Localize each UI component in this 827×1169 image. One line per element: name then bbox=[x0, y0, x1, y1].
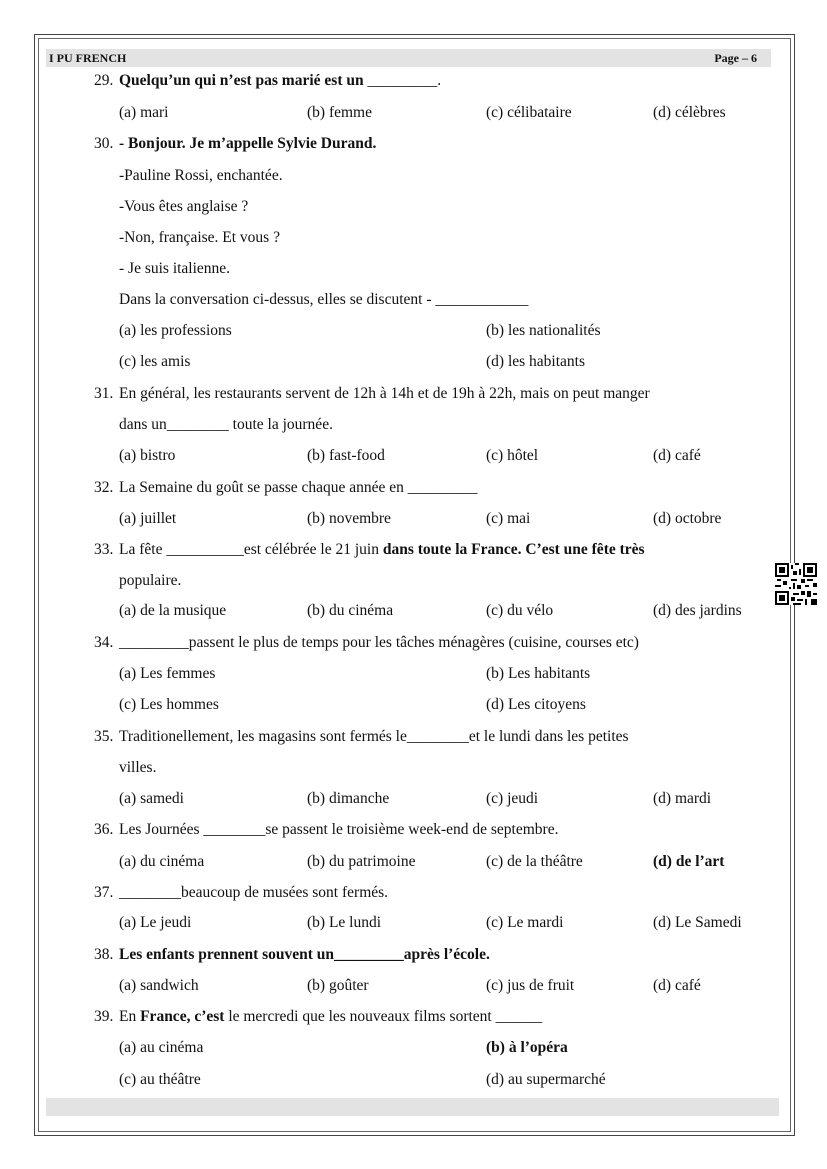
option-a: (a) au cinéma bbox=[119, 1039, 204, 1056]
option-b: (b) novembre bbox=[307, 510, 391, 527]
question-text-post: le mercredi que les nouveaux films sortent ______ bbox=[224, 1008, 543, 1025]
option-d: (d) mardi bbox=[653, 790, 712, 807]
question-text-rest: _________. bbox=[363, 72, 442, 89]
option-c: (c) Les hommes bbox=[119, 696, 219, 713]
page-footer bbox=[46, 1098, 779, 1116]
question-text bbox=[119, 72, 441, 90]
dialogue-line-3: -Vous êtes anglaise ? bbox=[119, 198, 249, 215]
question-number: 38. bbox=[94, 946, 114, 963]
option-c: (c) mai bbox=[486, 510, 531, 527]
question-text: Les enfants prennent souvent un_________après l’école. bbox=[119, 946, 490, 963]
question-prompt: Dans la conversation ci-dessus, elles se discutent - ____________ bbox=[119, 291, 529, 308]
question-text-bold: dans toute la France. C’est une fête très bbox=[382, 541, 645, 558]
option-d: (d) Les citoyens bbox=[486, 696, 586, 713]
question-text-line-1: Traditionellement, les magasins sont fermés le________et le lundi dans les petites bbox=[119, 728, 629, 745]
question-number: 34. bbox=[94, 634, 114, 651]
question-text-line-2: dans un________ toute la journée. bbox=[119, 416, 333, 433]
option-c: (c) du vélo bbox=[486, 602, 554, 619]
option-a: (a) Le jeudi bbox=[119, 914, 192, 931]
question-text: La Semaine du goût se passe chaque année en _________ bbox=[119, 479, 478, 496]
subject-title: I PU FRENCH bbox=[49, 51, 127, 65]
qr-code-icon bbox=[775, 563, 817, 605]
option-a: (a) de la musique bbox=[119, 602, 227, 619]
question-text-pre: En bbox=[119, 1008, 141, 1025]
question-number: 30. bbox=[94, 135, 114, 152]
question-text-bold: Quelqu’un qui n’est pas marié est un bbox=[119, 72, 364, 89]
question-number: 39. bbox=[94, 1008, 114, 1025]
option-c: (c) hôtel bbox=[486, 447, 539, 464]
question-text bbox=[119, 1008, 542, 1026]
question-number: 31. bbox=[94, 385, 114, 402]
question-number: 37. bbox=[94, 884, 114, 901]
option-d: (d) de l’art bbox=[653, 853, 725, 870]
option-b: (b) goûter bbox=[307, 977, 369, 994]
question-number: 32. bbox=[94, 479, 114, 496]
question-number: 36. bbox=[94, 821, 114, 838]
question-text: ________beaucoup de musées sont fermés. bbox=[119, 884, 389, 901]
option-d: (d) octobre bbox=[653, 510, 722, 527]
question-text-bold: France, c’est bbox=[140, 1008, 225, 1025]
option-c: (c) jus de fruit bbox=[486, 977, 575, 994]
option-a: (a) bistro bbox=[119, 447, 176, 464]
option-b: (b) Le lundi bbox=[307, 914, 382, 931]
option-d: (d) café bbox=[653, 447, 701, 464]
option-b: (b) Les habitants bbox=[486, 665, 591, 682]
option-a: (a) mari bbox=[119, 104, 169, 121]
option-a: (a) samedi bbox=[119, 790, 184, 807]
dialogue-line-4: -Non, française. Et vous ? bbox=[119, 229, 280, 246]
option-b: (b) dimanche bbox=[307, 790, 390, 807]
option-a: (a) sandwich bbox=[119, 977, 199, 994]
question-text: Les Journées ________se passent le troisième week-end de septembre. bbox=[119, 821, 559, 838]
option-d: (d) les habitants bbox=[486, 353, 586, 370]
option-c: (c) les amis bbox=[119, 353, 191, 370]
option-d: (d) café bbox=[653, 977, 701, 994]
option-a: (a) Les femmes bbox=[119, 665, 216, 682]
question-number: 33. bbox=[94, 541, 114, 558]
option-d: (d) célèbres bbox=[653, 104, 726, 121]
option-c: (c) jeudi bbox=[486, 790, 539, 807]
option-b: (b) du cinéma bbox=[307, 602, 394, 619]
question-text: _________passent le plus de temps pour les tâches ménagères (cuisine, courses etc) bbox=[119, 634, 639, 651]
dialogue-line-2: -Pauline Rossi, enchantée. bbox=[119, 167, 283, 184]
option-b: (b) à l’opéra bbox=[486, 1039, 568, 1056]
option-c: (c) Le mardi bbox=[486, 914, 564, 931]
dialogue-line-1: - Bonjour. Je m’appelle Sylvie Durand. bbox=[119, 135, 377, 152]
option-b: (b) du patrimoine bbox=[307, 853, 416, 870]
option-b: (b) les nationalités bbox=[486, 322, 601, 339]
page-header bbox=[46, 49, 771, 67]
option-c: (c) de la théâtre bbox=[486, 853, 583, 870]
option-b: (b) femme bbox=[307, 104, 372, 121]
option-d: (d) des jardins bbox=[653, 602, 742, 619]
dialogue-line-5: - Je suis italienne. bbox=[119, 260, 231, 277]
option-a: (a) du cinéma bbox=[119, 853, 205, 870]
question-text-line-2: populaire. bbox=[119, 572, 182, 589]
question-text-line-2: villes. bbox=[119, 759, 157, 776]
question-number: 29. bbox=[94, 72, 114, 89]
question-number: 35. bbox=[94, 728, 114, 745]
question-text-line-1 bbox=[119, 541, 645, 559]
option-b: (b) fast-food bbox=[307, 447, 385, 464]
option-c: (c) au théâtre bbox=[119, 1071, 201, 1088]
question-text-line-1: En général, les restaurants servent de 12h à 14h et de 19h à 22h, mais on peut manger bbox=[119, 385, 650, 402]
page-number: Page – 6 bbox=[714, 51, 757, 65]
question-text-normal: La fête __________est célébrée le 21 juin bbox=[119, 541, 383, 558]
option-d: (d) Le Samedi bbox=[653, 914, 742, 931]
option-a: (a) juillet bbox=[119, 510, 177, 527]
option-d: (d) au supermarché bbox=[486, 1071, 606, 1088]
option-c: (c) célibataire bbox=[486, 104, 572, 121]
option-a: (a) les professions bbox=[119, 322, 232, 339]
